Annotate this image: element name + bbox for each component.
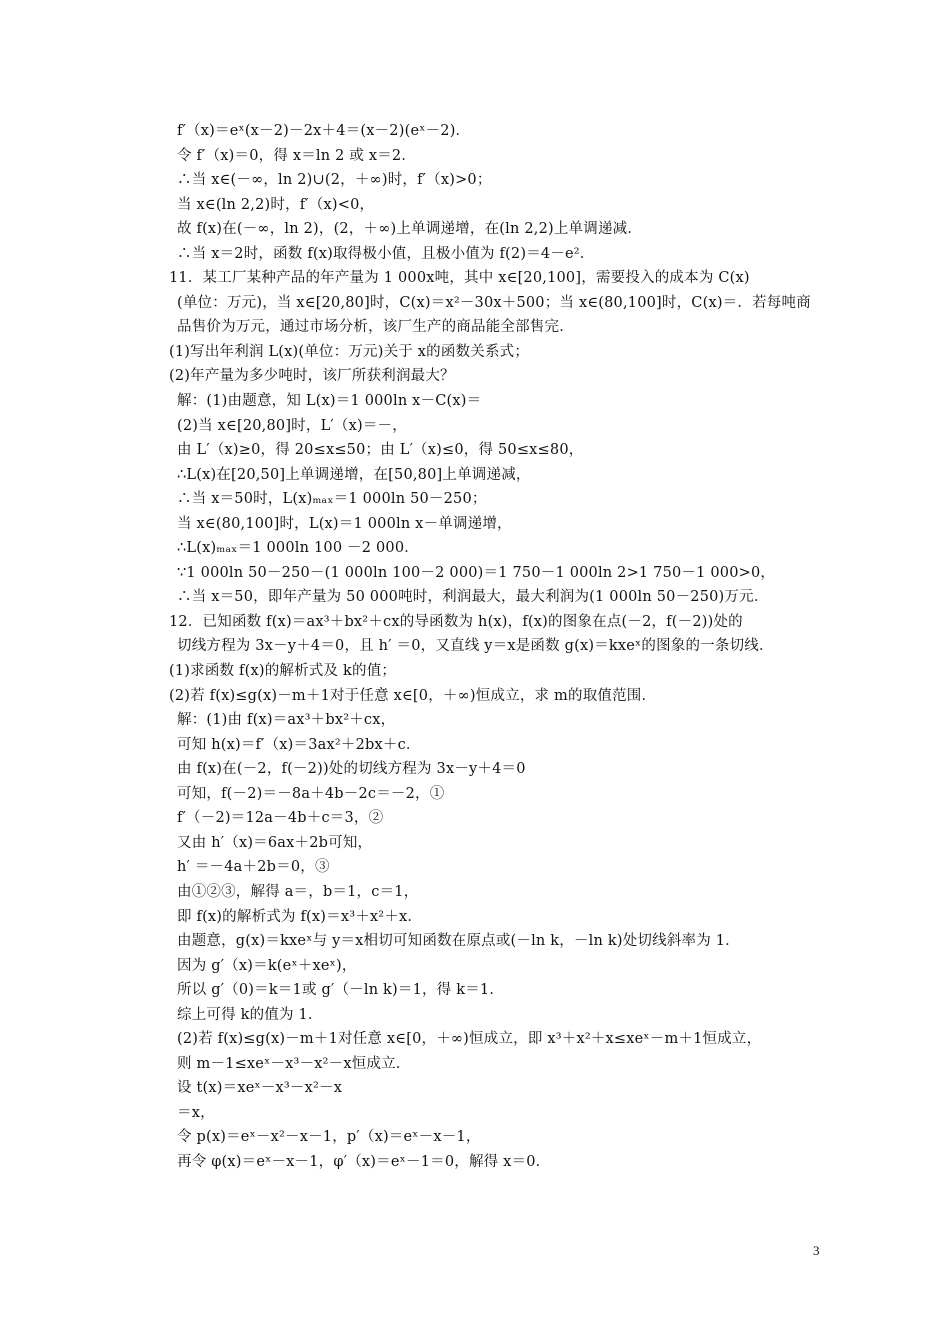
text-line: f′（x)＝eˣ(x－2)－2x＋4＝(x－2)(eˣ－2)． xyxy=(177,123,471,139)
text-line: ∴当 x＝2时，函数 f(x)取得极小值，且极小值为 f(2)＝4－e²． xyxy=(177,245,595,262)
text-line: (1)求函数 f(x)的解析式及 k的值； xyxy=(169,663,397,680)
text-line: 切线方程为 3x－y＋4＝0，且 h′ ＝0，又直线 y＝x是函数 g(x)＝kxeˣ的图象的一条切线． xyxy=(177,638,774,655)
text-line: ＝x， xyxy=(177,1104,215,1121)
text-line: 品售价为万元，通过市场分析，该厂生产的商品能全部售完． xyxy=(177,319,574,336)
text-line: 解：(1)由 f(x)＝ax³＋bx²＋cx， xyxy=(177,712,396,729)
text-line: 12．已知函数 f(x)＝ax³＋bx²＋cx的导函数为 h(x)，f(x)的图象在点(－2，f(－2))处的 xyxy=(169,613,743,630)
text-line: 由 L′（x)≥0，得 20≤x≤50；由 L′（x)≤0，得 50≤x≤80， xyxy=(177,442,584,459)
text-line: 由 f(x)在(－2，f(－2))处的切线方程为 3x－y＋4＝0 xyxy=(177,761,526,778)
text-line: 可知，f(－2)＝－8a＋4b－2c＝－2，① xyxy=(177,785,445,802)
text-line: f′（－2)＝12a－4b＋c＝3，② xyxy=(177,810,384,827)
text-line: 由题意，g(x)＝kxeˣ与 y＝x相切可知函数在原点或(－ln k，－ln k)处切线斜率为 1． xyxy=(177,933,740,950)
text-line: 设 t(x)＝xeˣ－x³－x²－x xyxy=(177,1080,343,1097)
page-body xyxy=(0,119,950,1175)
text-line: ∴当 x∈(－∞，ln 2)∪(2，＋∞)时，f′（x)>0； xyxy=(177,172,492,189)
text-line: (2)年产量为多少吨时，该厂所获利润最大？ xyxy=(169,368,455,385)
text-line: 当 x∈(ln 2,2)时，f′（x)<0， xyxy=(177,196,375,213)
text-line: ∴当 x＝50时，L(x)ₘₐₓ＝1 000ln 50－250； xyxy=(177,491,487,508)
text-line: 令 f′（x)＝0，得 x＝ln 2 或 x＝2． xyxy=(177,147,417,164)
text-line: 所以 g′（0)＝k＝1或 g′（－ln k)＝1，得 k＝1． xyxy=(177,982,505,999)
text-line: 解：(1)由题意，知 L(x)＝1 000ln x－C(x)＝ xyxy=(177,393,482,410)
text-line: 11．某工厂某种产品的年产量为 1 000x吨，其中 x∈[20,100]，需要投入的成本为 C(x) xyxy=(169,270,750,287)
text-line: (2)若 f(x)≤g(x)－m＋1对任意 x∈[0，＋∞)恒成立，即 x³＋x²＋x≤xeˣ－m＋1恒成立， xyxy=(177,1031,762,1048)
text-line: (单位：万元)，当 x∈[20,80]时，C(x)＝x²－30x＋500；当 x∈(80,100]时，C(x)＝．若每吨商 xyxy=(177,294,811,311)
text-line: h′ ＝－4a＋2b＝0，③ xyxy=(177,859,330,876)
text-line: 可知 h(x)＝f′（x)＝3ax²＋2bx＋c． xyxy=(177,736,421,753)
text-line: 又由 h′（x)＝6ax＋2b可知， xyxy=(177,834,373,851)
text-line: ∴L(x)ₘₐₓ＝1 000ln 100 －2 000． xyxy=(177,540,419,557)
text-line: (2)若 f(x)≤g(x)－m＋1对于任意 x∈[0，＋∞)恒成立，求 m的取值范围． xyxy=(169,687,657,704)
text-line: (2)当 x∈[20,80]时，L′（x)＝－， xyxy=(177,417,407,434)
text-line: 即 f(x)的解析式为 f(x)＝x³＋x²＋x． xyxy=(177,908,423,925)
text-line: ∵1 000ln 50－250－(1 000ln 100－2 000)＝1 750－1 000ln 2>1 750－1 000>0， xyxy=(177,564,776,581)
text-line: 故 f(x)在(－∞，ln 2)，(2，＋∞)上单调递增，在(ln 2,2)上单调递减． xyxy=(177,221,643,238)
text-line: 综上可得 k的值为 1． xyxy=(177,1006,323,1023)
text-line: 当 x∈(80,100]时，L(x)＝1 000ln x－单调递增， xyxy=(177,515,512,532)
page-number: 3 xyxy=(813,1243,820,1258)
text-line: 再令 φ(x)＝eˣ－x－1，φ′（x)＝eˣ－1＝0，解得 x＝0． xyxy=(177,1153,551,1170)
text-line: (1)写出年利润 L(x)(单位：万元)关于 x的函数关系式； xyxy=(169,343,530,360)
text-line: 因为 g′（x)＝k(eˣ＋xeˣ)， xyxy=(177,957,357,974)
text-line: 由①②③，解得 a＝，b＝1，c＝1， xyxy=(177,883,419,900)
text-line: ∴L(x)在[20,50]上单调递增，在[50,80]上单调递减， xyxy=(177,466,531,483)
text-line: ∴当 x＝50，即年产量为 50 000吨时，利润最大，最大利润为(1 000ln 50－250)万元． xyxy=(177,589,769,606)
text-line: 则 m－1≤xeˣ－x³－x²－x恒成立． xyxy=(177,1055,411,1072)
text-line: 令 p(x)＝eˣ－x²－x－1，p′（x)＝eˣ－x－1， xyxy=(177,1129,481,1146)
